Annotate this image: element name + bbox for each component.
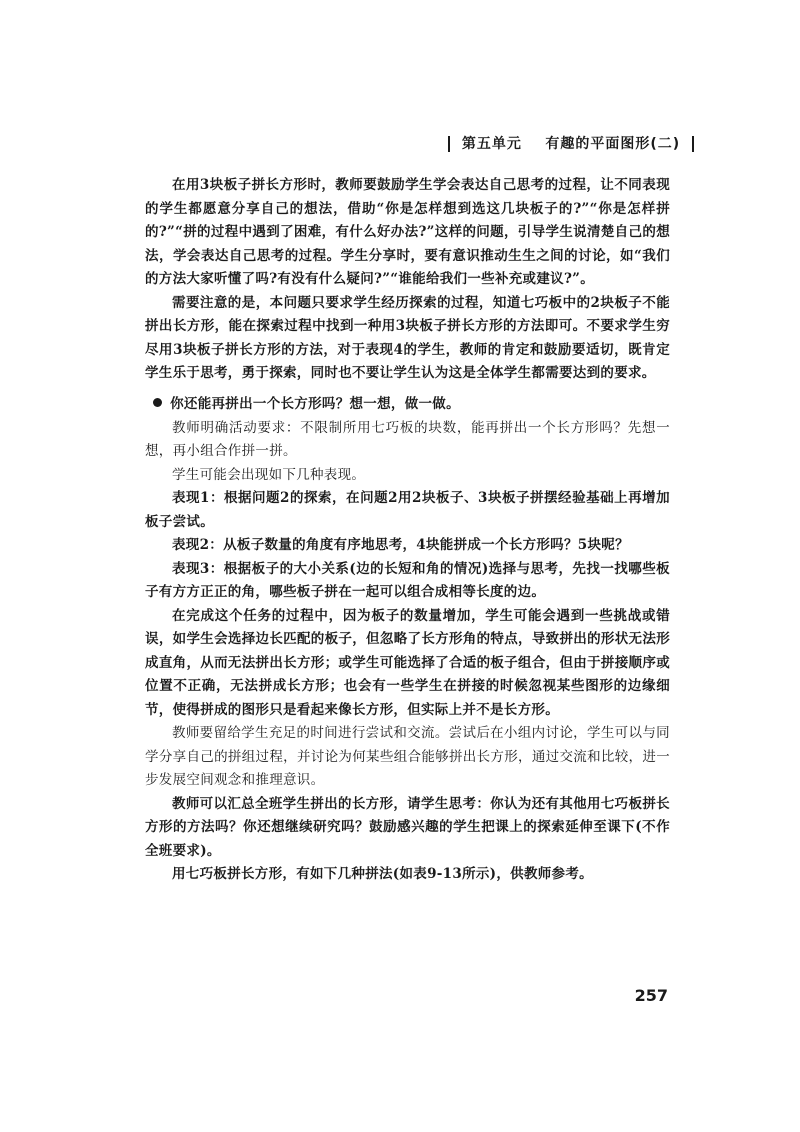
paragraph: 用七巧板拼长方形，有如下几种拼法(如表9-13所示)，供教师参考。 [172, 866, 593, 882]
section-one [145, 174, 670, 386]
running-header [442, 133, 700, 153]
paragraph: 需要注意的是，本问题只要求学生经历探索的过程，知道七巧板中的2块板子不能拼出长方形，能在探索过程中找到一种用3块板子拼长方形的方法即可。不要求学生穷尽用3块板子拼长方形的方法，对于表现4的学生，教师的肯定和鼓励要适切，既肯定学生乐于思考，勇于探索，同时也不要让学生认为这是全体学生都需要达到的要求。 [145, 294, 670, 381]
page-number: 257 [634, 986, 668, 1005]
section-two [145, 393, 670, 887]
header-left-bar [448, 136, 450, 152]
paragraph: 教师明确活动要求：不限制所用七巧板的块数，能再拼出一个长方形吗？先想一想，再小组合作拼一拼。 [145, 419, 670, 459]
section-heading-text: 你还能再拼出一个长方形吗？想一想，做一做。 [170, 396, 460, 412]
bullet-icon [153, 398, 162, 407]
paragraph: 教师可以汇总全班学生拼出的长方形，请学生思考：你认为还有其他用七巧板拼长方形的方法吗？你还想继续研究吗？鼓励感兴趣的学生把课上的探索延伸至课下(不作全班要求)。 [145, 795, 670, 859]
paragraph: 在完成这个任务的过程中，因为板子的数量增加，学生可能会遇到一些挑战或错误，如学生会选择边长匹配的板子，但忽略了长方形角的特点，导致拼出的形状无法形成直角，从而无法拼出长方形；或学生可能选择了合适的板子组合，但由于拼接顺序或位置不正确，无法拼成长方形；也会有一些学生在拼接的时候忽视某些图形的边缘细节，使得拼成的图形只是看起来像长方形，但实际上并不是长方形。 [145, 607, 670, 718]
paragraph: 学生可能会出现如下几种表现。 [172, 466, 366, 483]
paragraph: 表现2：从板子数量的角度有序地思考，4块能拼成一个长方形吗？5块呢？ [172, 537, 629, 553]
header-unit: 第五单元 [461, 136, 522, 152]
header-title: 有趣的平面图形(二) [545, 136, 681, 152]
paragraph: 表现3：根据板子的大小关系(边的长短和角的情况)选择与思考，先找一找哪些板子有方方正正的角，哪些板子拼在一起可以组合成相等长度的边。 [145, 560, 670, 600]
section-heading [145, 393, 670, 417]
paragraph: 教师要留给学生充足的时间进行尝试和交流。尝试后在小组内讨论，学生可以与同学分享自己的拼组过程，并讨论为何某些组合能够拼出长方形，通过交流和比较，进一步发展空间观念和推理意识。 [145, 725, 670, 788]
header-right-bar [692, 136, 694, 152]
paragraph: 表现1：根据问题2的探索，在问题2用2块板子、3块板子拼摆经验基础上再增加板子尝试。 [145, 490, 670, 530]
paragraph: 在用3块板子拼长方形时，教师要鼓励学生学会表达自己思考的过程，让不同表现的学生都愿意分享自己的想法，借助“你是怎样想到选这几块板子的?”“你是怎样拼的?”“拼的过程中遇到了困难，有什么好办法?”这样的问题，引导学生说清楚自己的想法，学会表达自己思考的过程。学生分享时，要有意识推动生生之间的讨论，如“我们的方法大家听懂了吗?有没有什么疑问?”“谁能给我们一些补充或建议?”。 [145, 177, 670, 287]
